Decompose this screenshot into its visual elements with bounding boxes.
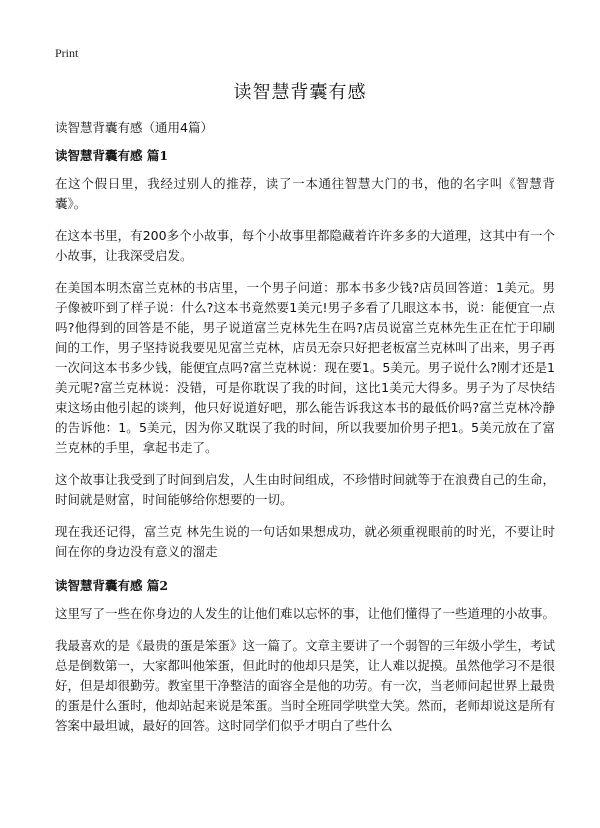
section-2 (55, 576, 555, 736)
page-title: 读智慧背囊有感 (233, 82, 367, 103)
print-label: Print (55, 46, 79, 60)
paragraph: 在这本书里，有200多个小故事，每个小故事里都隐藏着许许多多的大道理，这其中有一个小故事，让我深受启发。 (55, 228, 555, 263)
paragraph: 这个故事让我受到了时间到启发，人生由时间组成，不珍惜时间就等于在浪费自己的生命，时间就是财富，时间能够给你想要的一切。 (55, 472, 556, 507)
paragraph: 在美国本明杰富兰克林的书店里，一个男子问道：那本书多少钱?店员回答道：1美元。男子像被吓到了样子说：什么?这本书竟然要1美元!男子多看了几眼这本书，说：能便宜一点吗?他得到的回答是不能，男子说道富兰克林先生在吗?店员说富兰克林先生正在忙于印刷间的工作，男子坚持说我要见见富兰克林，店员无奈只好把老板富兰克林叫了出来，男子再一次问这本书多少钱，能便宜点吗?富兰克林说：现在要1。5美元。男子说什么?刚才还是1美元呢?富兰克林说：没错，可是你耽误了我的时间，这比1美元大得多。男子为了尽快结束这场由他引起的谈判，他只好说道好吧，那么能告诉我这本书的最低价吗?富兰克林冷静的告诉他：1。5美元，因为你又耽误了我的时间，所以我要加价男子把1。5美元放在了富兰克林的手里，拿起书走了。 (55, 280, 556, 455)
section-heading: 读智慧背囊有感 篇1 (55, 148, 169, 163)
document-subtitle: 读智慧背囊有感（通用4篇） (55, 120, 213, 135)
paragraph: 现在我还记得，富兰克 林先生说的一句话如果想成功，就必须重视眼前的时光，不要让时间在你的身边没有意义的溜走 (55, 524, 555, 559)
section-heading: 读智慧背囊有感 篇2 (55, 578, 169, 593)
paragraph: 在这个假日里，我经过别人的推荐，读了一本通往智慧大门的书，他的名字叫《智慧背囊》。 (55, 176, 555, 211)
document-body (55, 118, 555, 748)
section-1 (55, 146, 555, 562)
paragraph: 我最喜欢的是《最贵的蛋是笨蛋》这一篇了。文章主要讲了一个弱智的三年级小学生，考试总是倒数第一，大家都叫他笨蛋，但此时的他却只是笑，让人难以捉摸。虽然他学习不是很好，但是却很勤劳。教室里干净整洁的面容全是他的功劳。有一次，当老师问起世界上最贵的蛋是什么蛋时，他却站起来说是笨蛋。当时全班同学哄堂大笑。然而，老师却说这是所有答案中最坦诚，最好的回答。这时同学们似乎才明白了些什么 (55, 638, 556, 733)
paragraph: 这里写了一些在你身边的人发生的让他们难以忘怀的事，让他们懂得了一些道理的小故事。 (55, 606, 556, 621)
